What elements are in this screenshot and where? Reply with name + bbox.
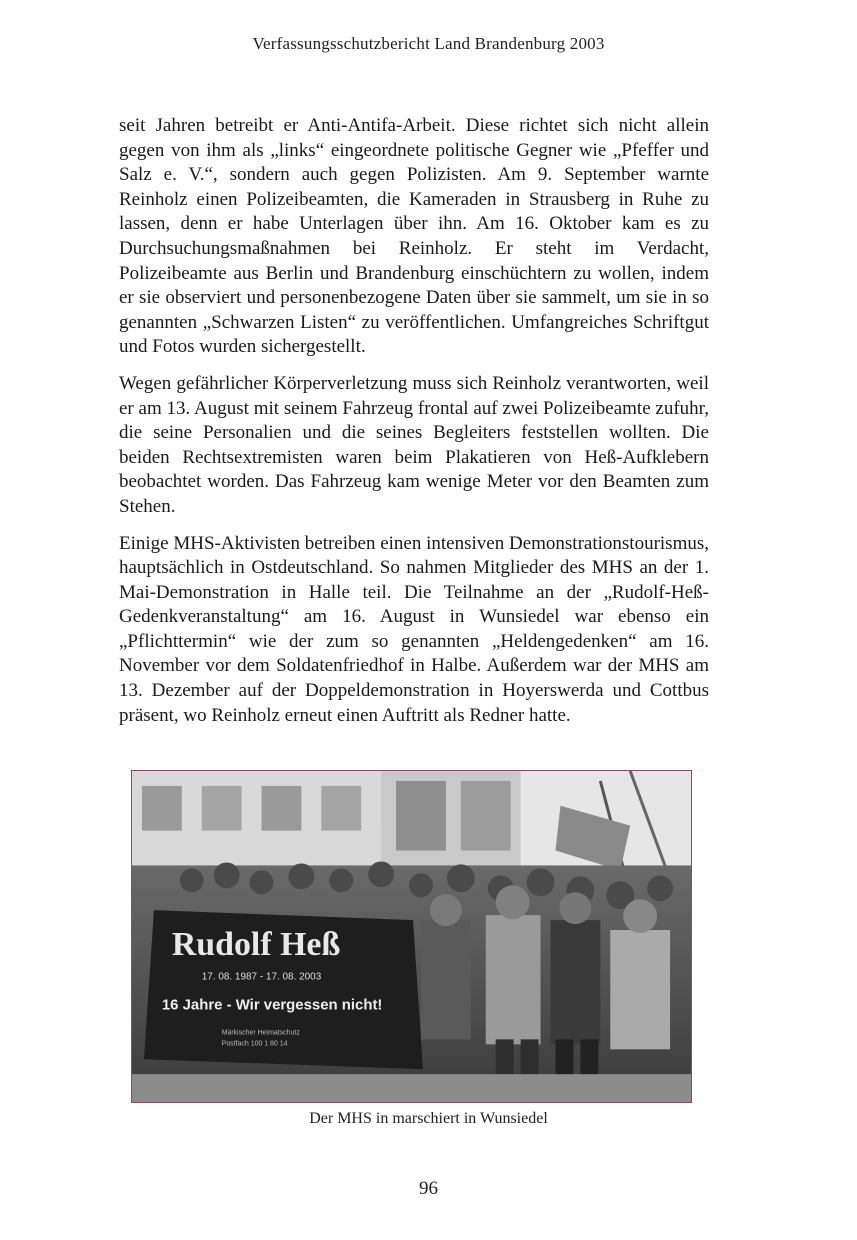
figure-caption: Der MHS in marschiert in Wunsiedel bbox=[309, 1110, 548, 1127]
paragraph-2: Wegen gefährlicher Körperverletzung muss sich Reinholz verantworten, weil er am 13. August mit seinem Fahrzeug frontal auf zwei Polizeibeamte zufuhr, die seine Personalien und die seines Begleiters feststellen wollten. Die beiden Rechtsextremisten waren beim Plakatieren von Heß-Aufklebern beobachtet worden. Das Fahrzeug kam wenige Meter vor den Beamten zum Stehen. bbox=[119, 372, 709, 517]
photo-illustration bbox=[132, 771, 691, 1102]
banner-dates: 17. 08. 1987 - 17. 08. 2003 bbox=[201, 971, 322, 983]
banner-small-1: Märkischer Heimatschutz bbox=[221, 1029, 300, 1037]
page-number: 96 bbox=[419, 1178, 438, 1199]
demonstration-photo bbox=[131, 770, 692, 1103]
banner bbox=[144, 910, 423, 1069]
banner-small-2: Postfach 100 1 80 14 bbox=[221, 1040, 288, 1048]
running-header: Verfassungsschutzbericht Land Brandenburg 2003 bbox=[252, 34, 605, 53]
banner-slogan: 16 Jahre - Wir vergessen nicht! bbox=[161, 996, 383, 1014]
paragraph-1: seit Jahren betreibt er Anti-Antifa-Arbeit. Diese richtet sich nicht allein gegen von ihm als „links“ eingeordnete politische Gegner wie „Pfeffer und Salz e. V.“, sondern auch gegen Polizisten. Am 9. September warnte Reinholz einen Polizeibeamten, die Kameraden in Strausberg in Ruhe zu lassen, denn er habe Unterlagen über ihn. Am 16. Oktober kam es zu Durchsuchungsmaßnahmen bei Reinholz. Er steht im Verdacht, Polizeibeamte aus Berlin und Brandenburg einschüchtern zu wollen, indem er sie observiert und personenbezogene Daten über sie sammelt, um sie in so genannten „Schwarzen Listen“ zu veröffentlichen. Umfangreiches Schriftgut und Fotos wurden sichergestellt. bbox=[119, 115, 709, 358]
paragraph-3: Einige MHS-Aktivisten betreiben einen intensiven Demonstrationstourismus, hauptsächlich in Ostdeutschland. So nahmen Mitglieder des MHS an der 1. Mai-Demonstration in Halle teil. Die Teilnahme an der „Rudolf-Heß-Gedenkveranstaltung“ am 16. August in Wunsiedel war ebenso ein „Pflichttermin“ wie der zum so genannten „Heldengedenken“ am 16. November vor dem Soldatenfriedhof in Halbe. Außerdem war der MHS am 13. Dezember auf der Doppeldemonstration in Hoyerswerda und Cottbus präsent, wo Reinholz erneut einen Auftritt als Redner hatte. bbox=[119, 532, 709, 726]
body-text bbox=[119, 114, 709, 740]
banner-title: Rudolf Heß bbox=[171, 925, 341, 963]
